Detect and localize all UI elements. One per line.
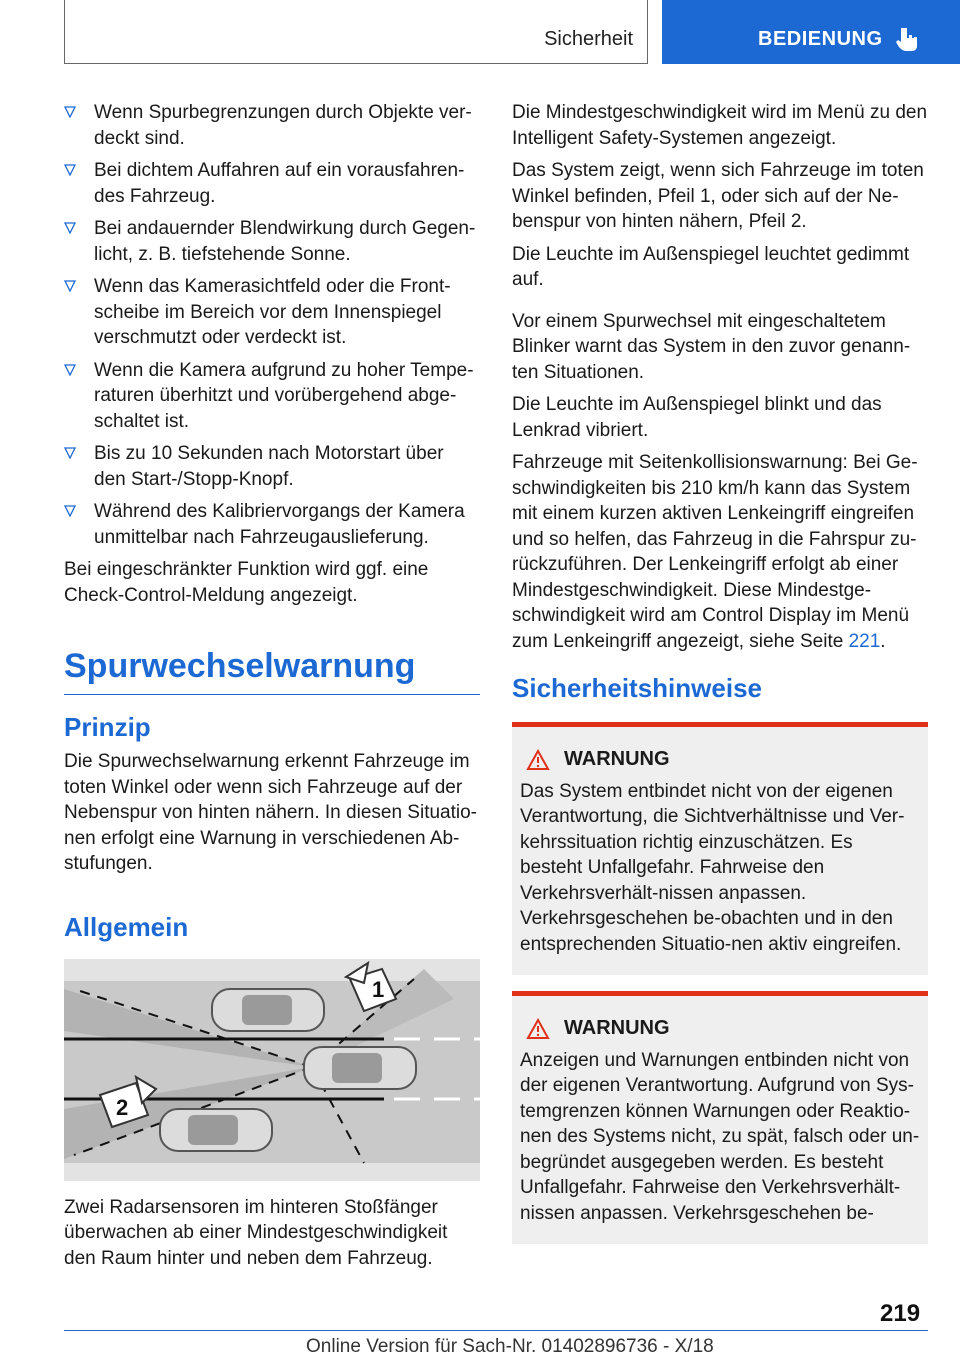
footer-text: Online Version für Sach-Nr. 01402896736 - X/18	[306, 1336, 714, 1357]
right-column	[512, 100, 928, 1256]
page-link[interactable]: 221	[848, 630, 881, 652]
function-note: Bei eingeschränkter Funktion wird ggf. eine Check-Control-Meldung angezeigt.	[64, 559, 429, 606]
list-item: Bis zu 10 Sekunden nach Motorstart über den Start-/Stopp-Knopf.	[64, 441, 480, 492]
header-section-box	[64, 0, 648, 64]
triangle-bullet-icon	[64, 222, 76, 234]
warning-triangle-icon	[526, 749, 550, 771]
paragraph: Fahrzeuge mit Seitenkollisionswarnung: Bei Ge-schwindigkeiten bis 210 km/h kann das System mit einem kurzen aktiven Lenkeingriff eingreifen und so helfen, das Fahrzeug in die Fahrspur zu-rückzuführen. Der Lenkeingriff erfolgt ab einer Mindestgeschwindigkeit. Diese Mindestge-schwindigkeit wird am Control Display im Menü zum Lenkeingriff angezeigt, siehe Seite 221.	[512, 452, 918, 652]
figure-caption: Zwei Radarsensoren im hinteren Stoßfänger überwachen ab einer Mindestgeschwindigkeit den Raum hinter und neben dem Fahrzeug.	[64, 1196, 448, 1269]
paragraph: Die Mindestgeschwindigkeit wird im Menü zu den Intelligent Safety-Systemen angezeigt.	[512, 102, 928, 149]
left-column	[64, 100, 480, 1278]
car-top	[212, 989, 324, 1031]
tab-label: BEDIENUNG	[758, 28, 883, 50]
triangle-bullet-icon	[64, 364, 76, 376]
car-own	[304, 1047, 416, 1089]
warning-box	[512, 991, 928, 1244]
lane-change-figure	[64, 959, 480, 1181]
paragraph: Das System zeigt, wenn sich Fahrzeuge im toten Winkel befinden, Pfeil 1, oder sich auf der Ne-benspur von hinten nähern, Pfeil 2.	[512, 160, 924, 232]
bullet-list	[64, 100, 480, 550]
list-item: Wenn die Kamera aufgrund zu hoher Tempe-raturen überhitzt und vorübergehend abge-schaltet ist.	[64, 358, 480, 435]
warning-triangle-icon	[526, 1018, 550, 1040]
list-item: Während des Kalibriervorgangs der Kamera unmittelbar nach Fahrzeugauslieferung.	[64, 499, 480, 550]
warning-title: WARNUNG	[526, 1016, 920, 1042]
hand-pointer-icon	[896, 26, 920, 52]
page-number: 219	[880, 1300, 921, 1327]
heading-sicherheitshinweise: Sicherheitshinweise	[512, 673, 762, 703]
heading-allgemein: Allgemein	[64, 911, 189, 942]
arrow-1-label: 1	[372, 976, 385, 1002]
triangle-bullet-icon	[64, 164, 76, 176]
paragraph: Die Leuchte im Außenspiegel blinkt und das Lenkrad vibriert.	[512, 394, 882, 441]
list-item: Bei andauernder Blendwirkung durch Gegen-licht, z. B. tiefstehende Sonne.	[64, 216, 480, 267]
triangle-bullet-icon	[64, 447, 76, 459]
tab-bedienung[interactable]	[662, 0, 960, 64]
list-item: Bei dichtem Auffahren auf ein vorausfahren-des Fahrzeug.	[64, 158, 480, 209]
list-item: Wenn Spurbegrenzungen durch Objekte ver-deckt sind.	[64, 100, 480, 151]
road-illustration	[64, 959, 480, 1181]
warning-title: WARNUNG	[526, 747, 920, 773]
heading-prinzip: Prinzip	[64, 712, 151, 742]
arrow-2-label: 2	[116, 1094, 129, 1120]
triangle-bullet-icon	[64, 106, 76, 118]
prinzip-text: Die Spurwechselwarnung erkennt Fahrzeuge im toten Winkel oder wenn sich Fahrzeuge auf der Nebenspur von hinten nähern. In diesen Situatio-nen erfolgt eine Warnung in verschiedenen Ab-stufungen.	[64, 751, 477, 874]
paragraph: Vor einem Spurwechsel mit eingeschaltetem Blinker warnt das System in den zuvor genann-ten Situationen.	[512, 310, 911, 383]
triangle-bullet-icon	[64, 280, 76, 292]
list-item: Wenn das Kamerasichtfeld oder die Front-scheibe im Bereich vor dem Innenspiegel verschmutzt oder verdeckt ist.	[64, 274, 480, 351]
section-title: Sicherheit	[544, 28, 633, 50]
heading-spurwechselwarnung: Spurwechselwarnung	[64, 647, 416, 685]
paragraph: Die Leuchte im Außenspiegel leuchtet gedimmt auf.	[512, 243, 910, 290]
warning-text: Anzeigen und Warnungen entbinden nicht von der eigenen Verantwortung. Aufgrund von Sys-temgrenzen können Warnungen oder Reaktio-nen des Systems nicht, zu spät, falsch oder un-begründet ausgegeben werden. Es besteht Unfallgefahr. Fahrweise den Verkehrsverhält-nissen anpassen. Verkehrsgeschehen be-	[520, 1049, 920, 1224]
heading-rule	[64, 694, 480, 695]
triangle-bullet-icon	[64, 505, 76, 517]
warning-text: Das System entbindet nicht von der eigenen Verantwortung, die Sichtverhältnisse und Ver-kehrssituation richtig einzuschätzen. Es besteht Unfallgefahr. Fahrweise den Verkehrsverhält-nissen anpassen. Verkehrsgeschehen be-obachten und in den entsprechenden Situatio-nen aktiv eingreifen.	[520, 780, 905, 955]
car-bottom	[160, 1109, 272, 1151]
warning-box	[512, 722, 928, 975]
footer-rule	[64, 1330, 928, 1331]
